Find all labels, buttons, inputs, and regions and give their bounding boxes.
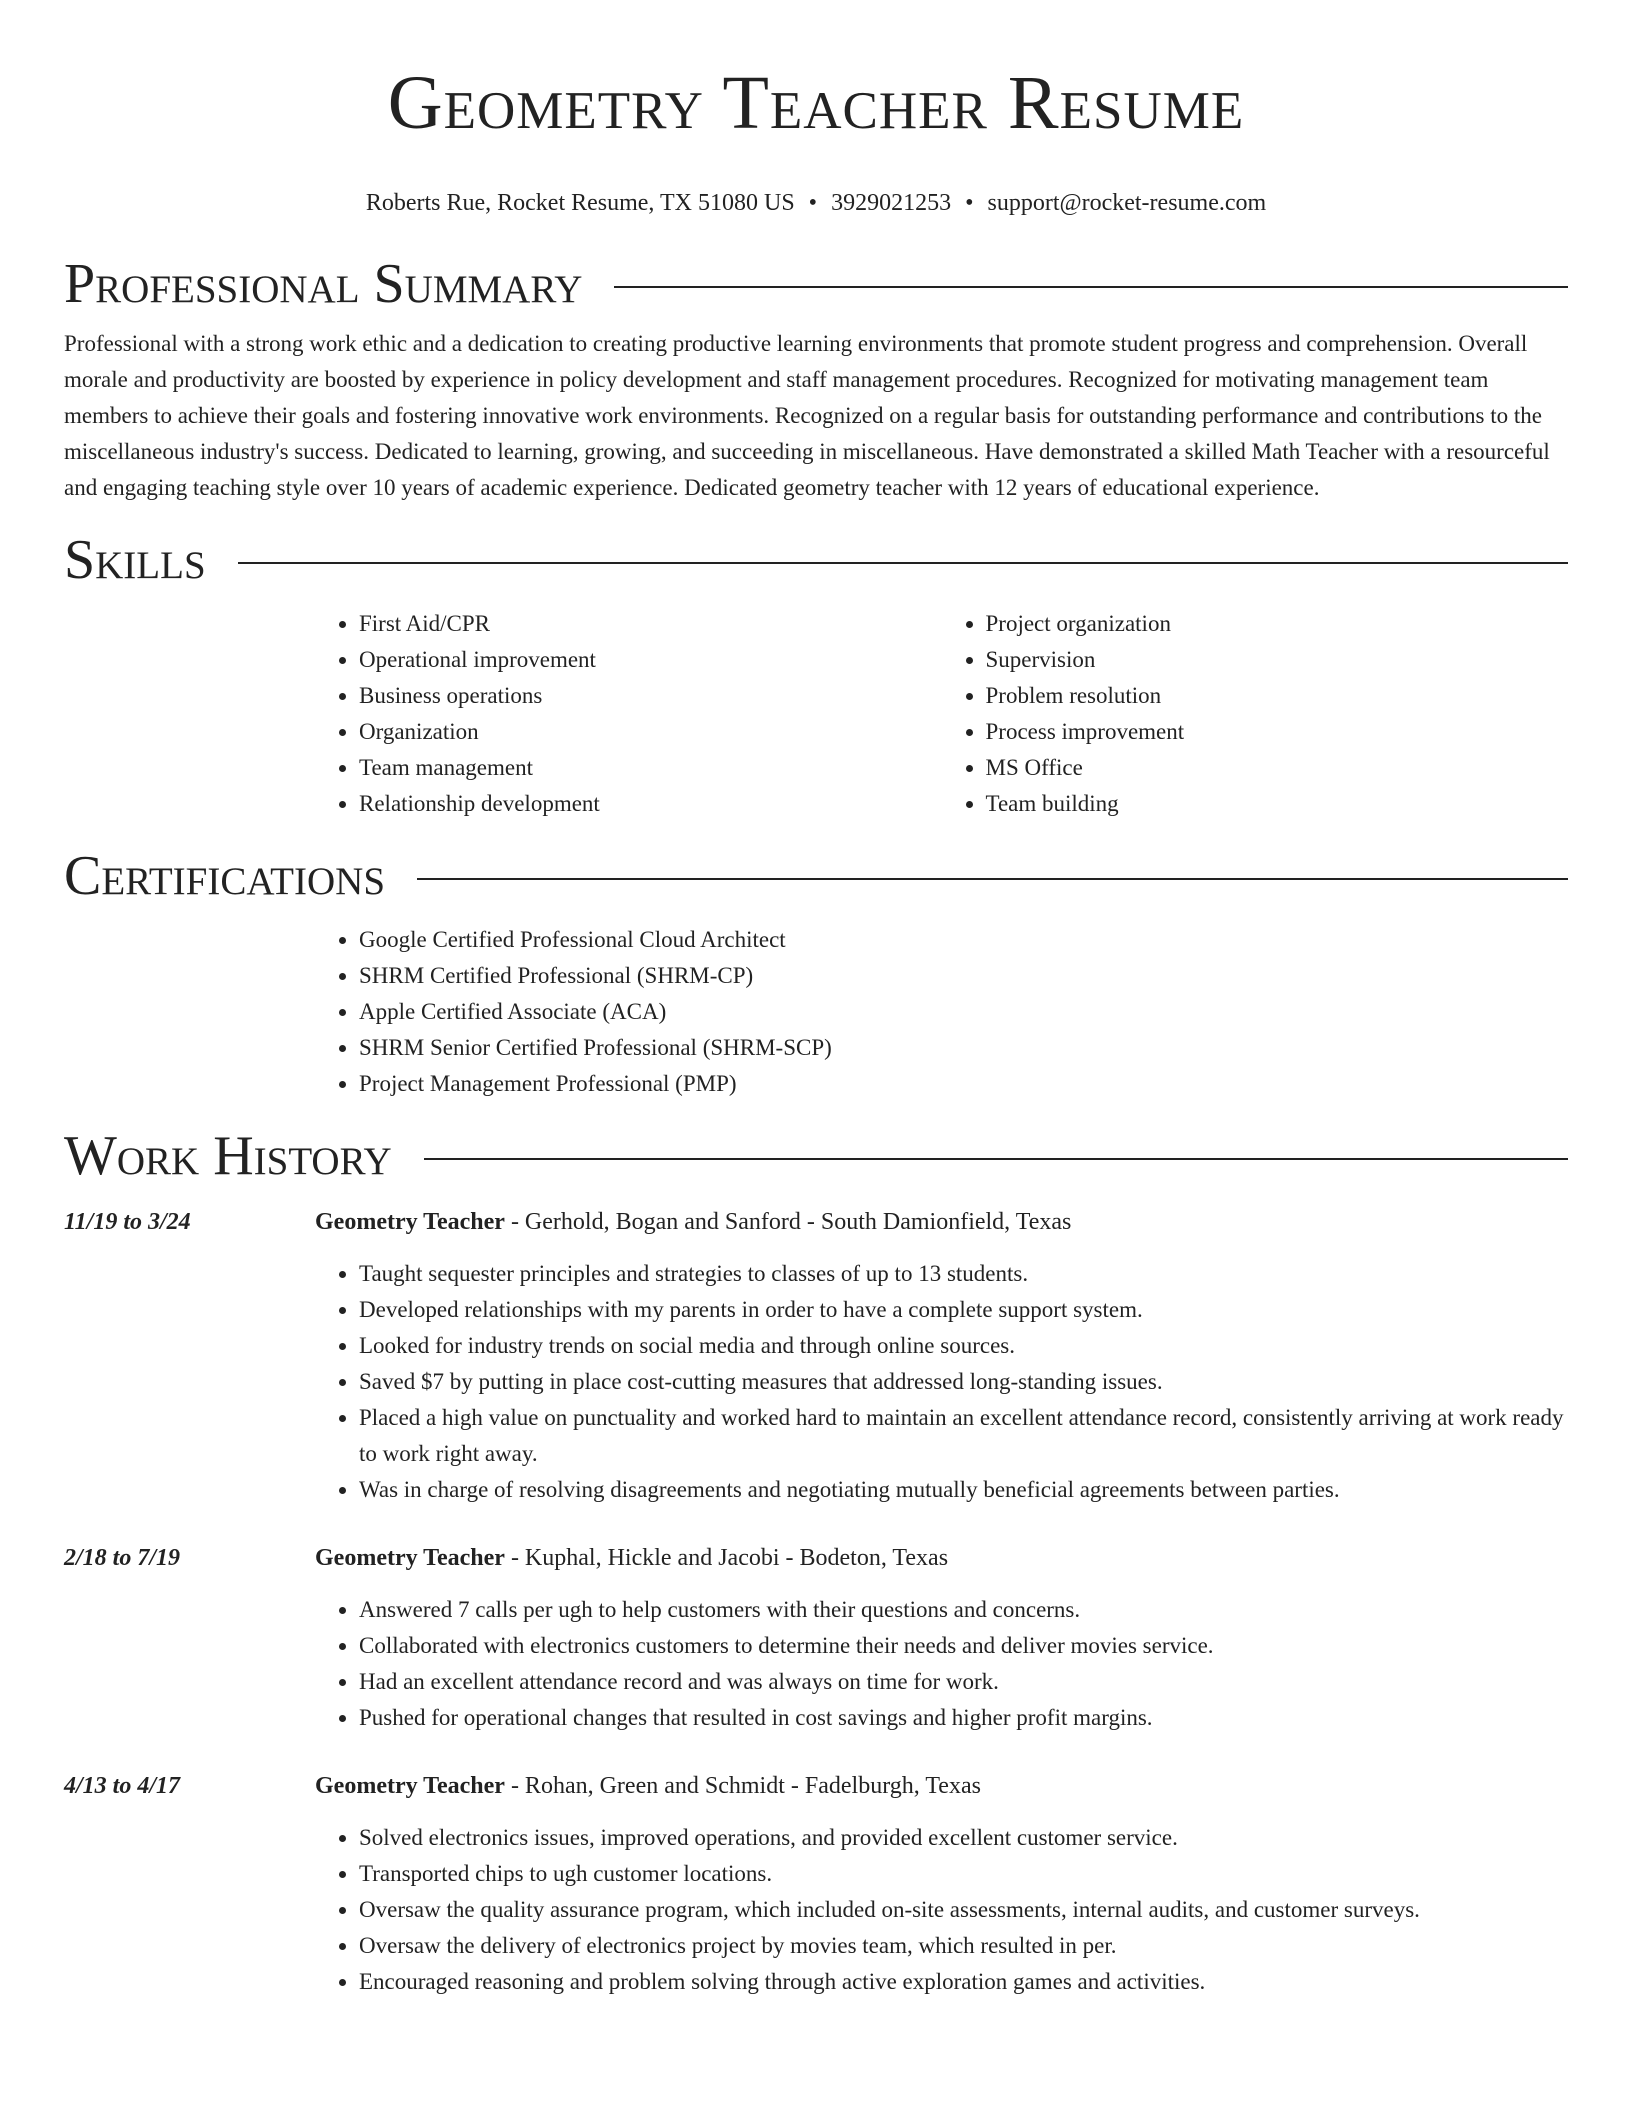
job-duty: • Had an excellent attendance record and was always on time for work. — [359, 1664, 1568, 1700]
job-entry — [64, 1540, 1568, 1736]
skills-list-right — [942, 606, 1569, 822]
job-duty: • Taught sequester principles and strategies to classes of up to 13 students. — [359, 1256, 1568, 1292]
job-duties-list — [315, 1592, 1568, 1736]
job-duty: • Oversaw the quality assurance program, which included on-site assessments, internal audits, and customer surveys. — [359, 1892, 1568, 1928]
job-position — [315, 1768, 981, 1804]
contact-email: support@rocket-resume.com — [987, 190, 1267, 216]
certification-item: • Apple Certified Associate (ACA) — [359, 994, 1568, 1030]
skills-grid — [315, 606, 1568, 822]
job-entry — [64, 1204, 1568, 1508]
skills-list-left — [315, 606, 942, 822]
job-duty: • Developed relationships with my parents in order to have a complete support system. — [359, 1292, 1568, 1328]
skill-item: • Team management — [359, 750, 942, 786]
skill-item: • Relationship development — [359, 786, 942, 822]
section-divider — [614, 286, 1568, 288]
job-duty: • Transported chips to ugh customer locations. — [359, 1856, 1568, 1892]
skill-item: • Organization — [359, 714, 942, 750]
job-duty: • Oversaw the delivery of electronics project by movies team, which resulted in per. — [359, 1928, 1568, 1964]
section-divider — [424, 1158, 1568, 1160]
job-duty: • Answered 7 calls per ugh to help customers with their questions and concerns. — [359, 1592, 1568, 1628]
skill-item: • MS Office — [986, 750, 1569, 786]
job-duty: • Collaborated with electronics customers to determine their needs and deliver movies service. — [359, 1628, 1568, 1664]
certification-item: • SHRM Senior Certified Professional (SHRM-SCP) — [359, 1030, 1568, 1066]
summary-section-header — [64, 252, 1568, 316]
job-duties-list — [315, 1820, 1568, 2000]
skill-item: • Project organization — [986, 606, 1569, 642]
job-duties-list — [315, 1256, 1568, 1508]
job-duty: • Pushed for operational changes that resulted in cost savings and higher profit margins. — [359, 1700, 1568, 1736]
skills-heading: Skills — [64, 529, 206, 591]
job-entry — [64, 1768, 1568, 2000]
job-header — [64, 1204, 1568, 1240]
skill-item: • Process improvement — [986, 714, 1569, 750]
resume-title: Geometry Teacher Resume — [387, 61, 1245, 145]
skills-section-header — [64, 528, 1568, 592]
certifications-section-header — [64, 844, 1568, 908]
section-divider — [238, 562, 1568, 564]
certification-item: • SHRM Certified Professional (SHRM-CP) — [359, 958, 1568, 994]
job-duty: • Encouraged reasoning and problem solving through active exploration games and activities. — [359, 1964, 1568, 2000]
work-history-section-header — [64, 1124, 1568, 1188]
skill-item: • Problem resolution — [986, 678, 1569, 714]
job-employer: - Gerhold, Bogan and Sanford - South Damionfield, Texas — [504, 1209, 1072, 1235]
job-dates: 2/18 to 7/19 — [64, 1545, 181, 1571]
contact-separator: • — [965, 190, 974, 216]
work-history-heading: Work History — [64, 1125, 392, 1187]
certification-item: • Google Certified Professional Cloud Architect — [359, 922, 1568, 958]
skill-item: • Operational improvement — [359, 642, 942, 678]
contact-separator: • — [808, 190, 818, 216]
job-dates: 4/13 to 4/17 — [64, 1773, 181, 1799]
job-header — [64, 1540, 1568, 1576]
job-title: Geometry Teacher — [315, 1773, 505, 1799]
job-header — [64, 1768, 1568, 1804]
job-title: Geometry Teacher — [315, 1209, 505, 1235]
job-position — [315, 1540, 948, 1576]
certification-item: • Project Management Professional (PMP) — [359, 1066, 1568, 1102]
section-divider — [417, 878, 1568, 880]
skill-item: • Team building — [986, 786, 1569, 822]
job-employer: - Kuphal, Hickle and Jacobi - Bodeton, Texas — [504, 1545, 949, 1571]
job-duty: • Placed a high value on punctuality and worked hard to maintain an excellent attendance record, consistently arriving at work ready to work right away. — [359, 1400, 1568, 1472]
certifications-heading: Certifications — [64, 845, 386, 907]
skill-item: • Supervision — [986, 642, 1569, 678]
job-dates: 11/19 to 3/24 — [64, 1209, 191, 1235]
summary-text: Professional with a strong work ethic and a dedication to creating productive learning environments that promote student progress and comprehension. Overall morale and productivity are boosted by experience in policy development and staff management procedures. Recognized for motivating management team members to achieve their goals and fostering innovative work environments. Recognized on a regular basis for outstanding performance and contributions to the miscellaneous industry's success. Dedicated to learning, growing, and succeeding in miscellaneous. Have demonstrated a skilled Math Teacher with a resourceful and engaging teaching style over 10 years of academic experience. Dedicated geometry teacher with 12 years of educational experience. — [64, 331, 1550, 500]
job-duty: • Saved $7 by putting in place cost-cutting measures that addressed long-standing issues. — [359, 1364, 1568, 1400]
contact-phone: 3929021253 — [831, 190, 952, 216]
certifications-list — [315, 922, 1568, 1102]
skill-item: • First Aid/CPR — [359, 606, 942, 642]
contact-address: Roberts Rue, Rocket Resume, TX 51080 US — [365, 190, 795, 216]
job-duty: • Solved electronics issues, improved operations, and provided excellent customer service. — [359, 1820, 1568, 1856]
job-duty: • Looked for industry trends on social media and through online sources. — [359, 1328, 1568, 1364]
job-employer: - Rohan, Green and Schmidt - Fadelburgh, Texas — [504, 1773, 981, 1799]
job-position — [315, 1204, 1071, 1240]
contact-line — [64, 188, 1568, 218]
summary-heading: Professional Summary — [64, 253, 583, 315]
job-title: Geometry Teacher — [315, 1545, 505, 1571]
skill-item: • Business operations — [359, 678, 942, 714]
job-duty: • Was in charge of resolving disagreements and negotiating mutually beneficial agreements between parties. — [359, 1472, 1568, 1508]
